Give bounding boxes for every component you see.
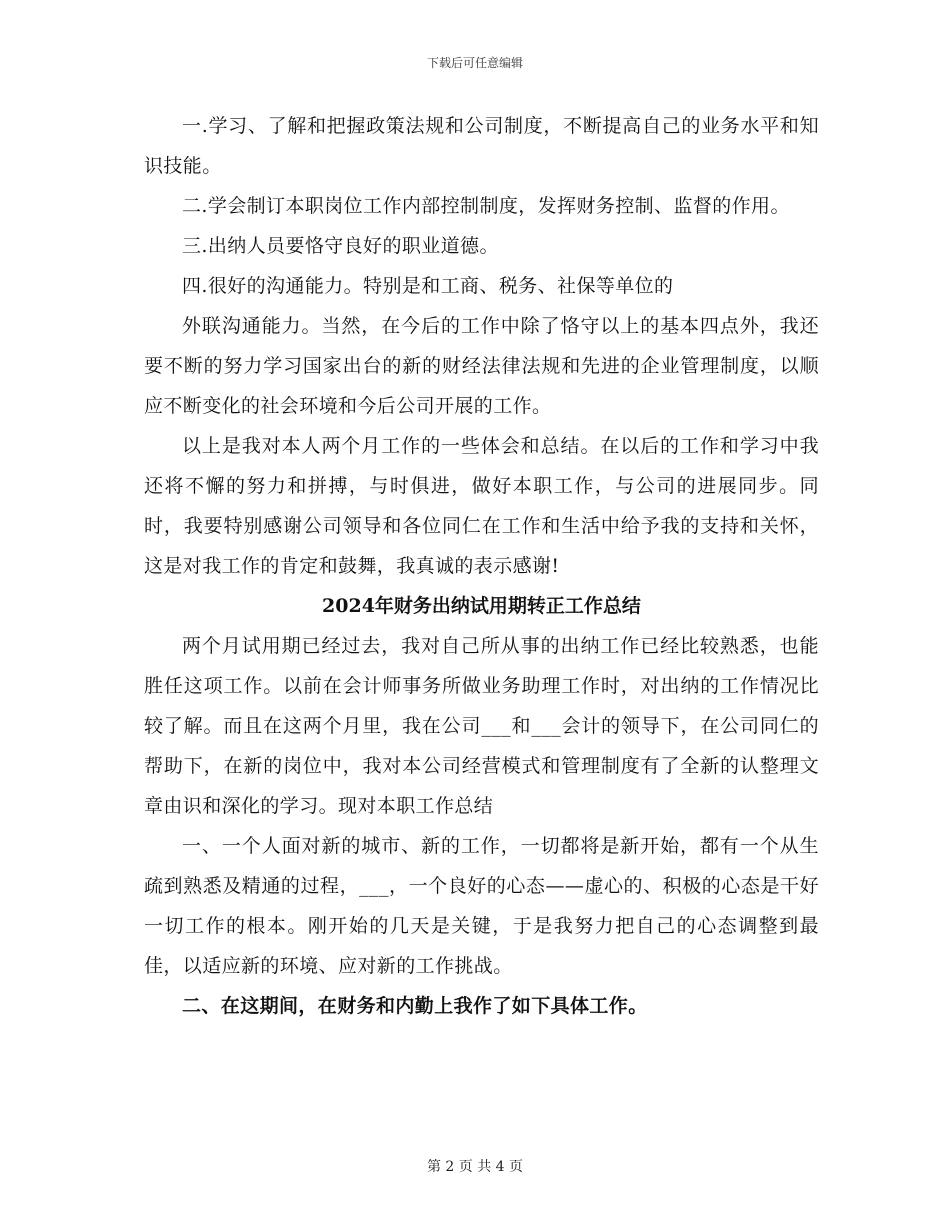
paragraph-7: 两个月试用期已经过去，我对自己所从事的出纳工作已经比较熟悉，也能胜任这项工作。以前在会计师事务所做业务助理工作时，对出纳的工作情况比较了解。而且在这两个月里，我在公司___和___会计的领导下，在公司同仁的帮助下，在新的岗位中，我对本公司经营模式和管理制度有了全新的认整理文章由识和深化的学习。现对本职工作总结 [144, 635, 819, 817]
page-header: 下载后可任意编辑 [426, 56, 523, 70]
paragraph-9: 二、在这期间，在财务和内勤上我作了如下具体工作。 [182, 995, 648, 1017]
document-body [144, 106, 819, 1026]
section-title: 2024年财务出纳试用期转正工作总结 [322, 595, 641, 617]
page-footer: 第 2 页 共 4 页 [426, 1159, 524, 1175]
paragraph-5: 外联沟通能力。当然，在今后的工作中除了恪守以上的基本四点外，我还要不断的努力学习国家出台的新的财经法律法规和先进的企业管理制度，以顺应不断变化的社会环境和今后公司开展的工作。 [144, 315, 819, 417]
paragraph-6: 以上是我对本人两个月工作的一些体会和总结。在以后的工作和学习中我还将不懈的努力和拼搏，与时俱进，做好本职工作，与公司的进展同步。同时，我要特别感谢公司领导和各位同仁在工作和生活中给予我的支持和关怀，这是对我工作的肯定和鼓舞，我真诚的表示感谢! [144, 435, 819, 577]
paragraph-3: 三.出纳人员要恪守良好的职业道德。 [182, 235, 499, 257]
paragraph-2: 二.学会制订本职岗位工作内部控制制度，发挥财务控制、监督的作用。 [182, 195, 790, 217]
paragraph-1: 一.学习、了解和把握政策法规和公司制度，不断提高自己的业务水平和知识技能。 [144, 115, 819, 177]
paragraph-8: 一、一个人面对新的城市、新的工作，一切都将是新开始，都有一个从生疏到熟悉及精通的过程，___，一个良好的心态——虚心的、积极的心态是干好一切工作的根本。刚开始的几天是关键，于是我努力把自己的心态调整到最佳，以适应新的环境、应对新的工作挑战。 [144, 835, 819, 977]
paragraph-4: 四.很好的沟通能力。特别是和工商、税务、社保等单位的 [182, 275, 674, 297]
